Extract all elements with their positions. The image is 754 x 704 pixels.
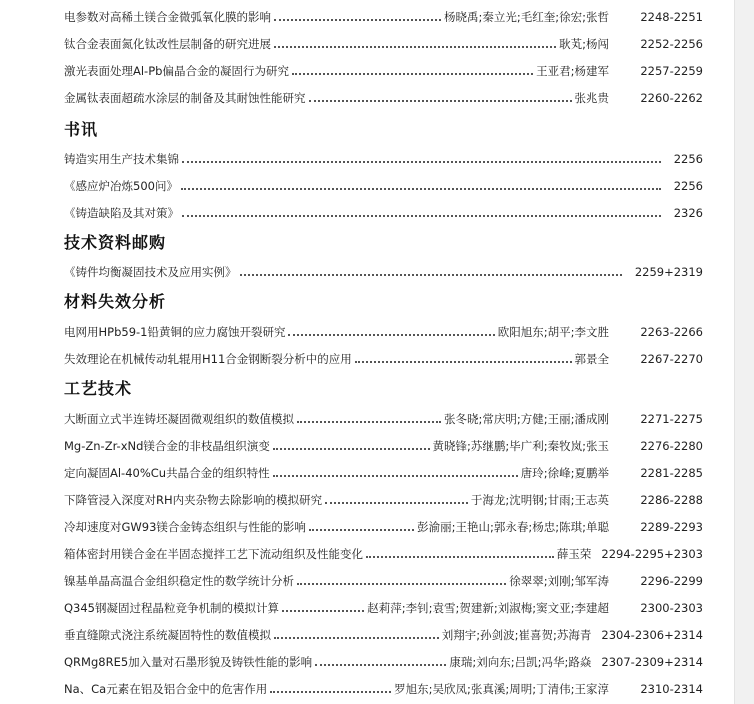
entry-title: Mg-Zn-Zr-xNd镁合金的非枝晶组织演变	[64, 439, 270, 453]
dot-leader	[273, 475, 518, 477]
entry-pages: 2296-2299	[640, 574, 703, 588]
entry-pages: 2256	[673, 179, 703, 193]
section-heading: 书讯	[64, 120, 99, 139]
entry-pages: 2259+2319	[634, 265, 703, 279]
dot-leader	[273, 448, 430, 450]
toc-entry[interactable]	[64, 649, 703, 669]
toc-entry[interactable]	[64, 319, 703, 339]
entry-title: 镍基单晶高温合金组织稳定性的数学统计分析	[64, 574, 294, 588]
entry-title: 钛合金表面氮化钛改性层制备的研究进展	[64, 37, 271, 51]
entry-pages: 2248-2251	[640, 10, 703, 24]
toc-entry[interactable]	[64, 541, 703, 561]
toc-entry[interactable]	[64, 622, 703, 642]
entry-title: Q345钢凝固过程晶粒竞争机制的模拟计算	[64, 601, 279, 615]
entry-pages: 2294-2295+2303	[601, 547, 703, 561]
dot-leader	[309, 100, 572, 102]
entry-title: 定向凝固Al-40%Cu共晶合金的组织特性	[64, 466, 270, 480]
dot-leader	[270, 691, 391, 693]
entry-title: 《铸件均衡凝固技术及应用实例》	[64, 265, 237, 279]
entry-title: 箱体密封用镁合金在半固态搅拌工艺下流动组织及性能变化	[64, 547, 363, 561]
dot-leader	[274, 19, 441, 21]
toc-entry[interactable]	[64, 200, 703, 220]
entry-authors: 王亚君;杨建军	[536, 64, 609, 78]
section-heading: 技术资料邮购	[64, 233, 167, 252]
dot-leader	[325, 502, 468, 504]
toc-entry[interactable]	[64, 460, 703, 480]
entry-authors: 康瑞;刘向东;吕凯;冯华;路焱	[449, 655, 592, 669]
entry-pages: 2286-2288	[640, 493, 703, 507]
section-heading: 材料失效分析	[64, 292, 167, 311]
dot-leader	[292, 73, 533, 75]
entry-authors: 于海龙;沈明钢;甘雨;王志英	[470, 493, 609, 507]
entry-title: 《铸造缺陷及其对策》	[64, 206, 179, 220]
dot-leader	[366, 556, 554, 558]
entry-pages: 2271-2275	[640, 412, 703, 426]
entry-pages: 2257-2259	[640, 64, 703, 78]
entry-pages: 2304-2306+2314	[601, 628, 703, 642]
entry-authors: 唐玲;徐峰;夏鹏举	[520, 466, 609, 480]
toc-entry[interactable]	[64, 31, 703, 51]
dot-leader	[282, 610, 364, 612]
dot-leader	[297, 583, 506, 585]
entry-pages: 2260-2262	[640, 91, 703, 105]
toc-entry[interactable]	[64, 676, 703, 696]
entry-title: 电网用HPb59-1铅黄铜的应力腐蚀开裂研究	[64, 325, 286, 339]
entry-pages: 2252-2256	[640, 37, 703, 51]
toc-entry[interactable]	[64, 259, 703, 279]
dot-leader	[240, 274, 622, 276]
entry-pages: 2326	[673, 206, 703, 220]
toc-entry[interactable]	[64, 433, 703, 453]
entry-title: 铸造实用生产技术集锦	[64, 152, 179, 166]
entry-authors: 黄晓锋;苏继鹏;毕广利;秦牧岚;张玉	[432, 439, 609, 453]
entry-title: 电参数对高稀土镁合金微弧氧化膜的影响	[64, 10, 271, 24]
dot-leader	[297, 421, 441, 423]
toc-entry[interactable]	[64, 4, 703, 24]
entry-pages: 2263-2266	[640, 325, 703, 339]
entry-pages: 2276-2280	[640, 439, 703, 453]
entry-pages: 2307-2309+2314	[601, 655, 703, 669]
entry-pages: 2256	[673, 152, 703, 166]
entry-authors: 欧阳旭东;胡平;李文胜	[497, 325, 609, 339]
entry-authors: 刘翔宇;孙剑波;崔喜贺;苏海青	[441, 628, 592, 642]
entry-title: 激光表面处理Al-Pb偏晶合金的凝固行为研究	[64, 64, 289, 78]
toc-entry[interactable]	[64, 346, 703, 366]
toc-entry[interactable]	[64, 173, 703, 193]
entry-title: 下降管浸入深度对RH内夹杂物去除影响的模拟研究	[64, 493, 323, 507]
dot-leader	[182, 215, 661, 217]
entry-title: 《感应炉冶炼500问》	[64, 179, 178, 193]
toc-entry[interactable]	[64, 568, 703, 588]
entry-authors: 郭景全	[574, 352, 609, 366]
entry-pages: 2310-2314	[640, 682, 703, 696]
entry-authors: 杨晓禹;秦立光;毛红奎;徐宏;张哲	[444, 10, 609, 24]
dot-leader	[182, 161, 661, 163]
entry-title: 金属钛表面超疏水涂层的制备及其耐蚀性能研究	[64, 91, 306, 105]
entry-authors: 赵莉萍;李钊;袁雪;贺建新;刘淑梅;窦文亚;李建超	[367, 601, 609, 615]
entry-title: 大断面立式半连铸坯凝固微观组织的数值模拟	[64, 412, 294, 426]
entry-authors: 彭渝丽;王艳山;郭永春;杨忠;陈琪;单聪	[417, 520, 609, 534]
entry-title: 冷却速度对GW93镁合金铸态组织与性能的影响	[64, 520, 306, 534]
dot-leader	[355, 361, 572, 363]
toc-entry[interactable]	[64, 406, 703, 426]
toc-entry[interactable]	[64, 514, 703, 534]
dot-leader	[288, 334, 494, 336]
section-heading: 工艺技术	[64, 379, 133, 398]
entry-authors: 耿芄;杨闯	[559, 37, 609, 51]
entry-title: 垂直缝隙式浇注系统凝固特性的数值模拟	[64, 628, 271, 642]
entry-authors: 张冬晓;常庆明;方健;王丽;潘成刚	[444, 412, 609, 426]
entry-pages: 2300-2303	[640, 601, 703, 615]
toc-entry[interactable]	[64, 146, 703, 166]
dot-leader	[181, 188, 661, 190]
toc-entry[interactable]	[64, 58, 703, 78]
entry-title: Na、Ca元素在铝及铝合金中的危害作用	[64, 682, 268, 696]
toc-entry[interactable]	[64, 85, 703, 105]
entry-authors: 薛玉荣	[556, 547, 592, 561]
entry-pages: 2289-2293	[640, 520, 703, 534]
entry-authors: 徐翠翠;刘刚;邹军涛	[509, 574, 609, 588]
toc-entry[interactable]	[64, 595, 703, 615]
dot-leader	[315, 664, 446, 666]
dot-leader	[274, 46, 556, 48]
dot-leader	[309, 529, 414, 531]
dot-leader	[274, 637, 439, 639]
entry-authors: 罗旭东;吴欣凤;张真溪;周明;丁清伟;王家淳	[394, 682, 609, 696]
toc-entry[interactable]	[64, 487, 703, 507]
entry-title: 失效理论在机械传动轧辊用H11合金钢断裂分析中的应用	[64, 352, 352, 366]
entry-pages: 2281-2285	[640, 466, 703, 480]
entry-authors: 张兆贵	[574, 91, 609, 105]
entry-title: QRMg8RE5加入量对石墨形貌及铸铁性能的影响	[64, 655, 313, 669]
vertical-scrollbar[interactable]	[734, 0, 754, 704]
entry-pages: 2267-2270	[640, 352, 703, 366]
